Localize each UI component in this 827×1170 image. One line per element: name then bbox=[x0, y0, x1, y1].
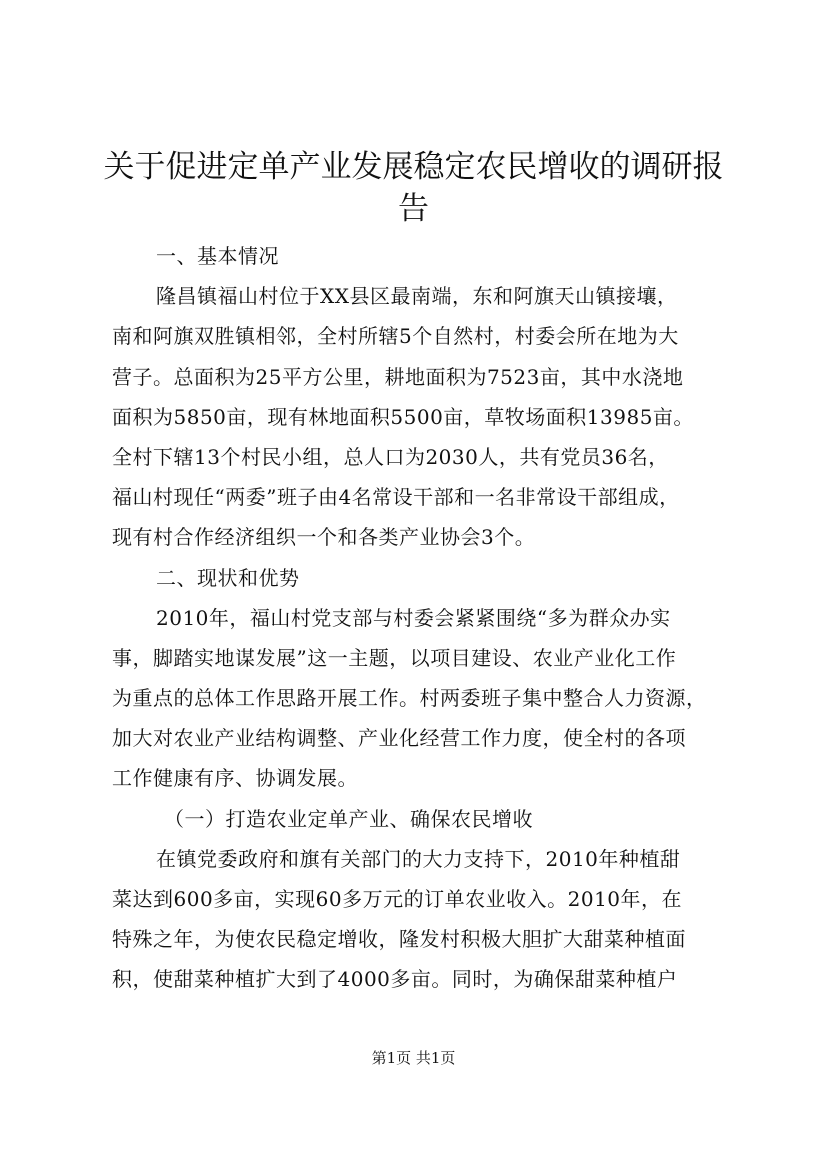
paragraph-line: 全村下辖13个村民小组，总人口为2030人，共有党员36名， bbox=[112, 444, 669, 469]
paragraph-line: 在镇党委政府和旗有关部门的大力支持下，2010年种植甜 bbox=[156, 846, 681, 871]
document-title: 关于促进定单产业发展稳定农民增收的调研报告 bbox=[103, 149, 724, 227]
paragraph-line: 积，使甜菜种植扩大到了4000多亩。同时，为确保甜菜种植户 bbox=[112, 967, 678, 992]
section-heading-status-advantages: 二、现状和优势 bbox=[156, 565, 300, 590]
paragraph-line: 工作健康有序、协调发展。 bbox=[112, 766, 358, 791]
paragraph-line: 特殊之年，为使农民稳定增收，隆发村积极大胆扩大甜菜种植面 bbox=[112, 927, 686, 952]
paragraph-line: 面积为5850亩，现有林地面积5500亩，草牧场面积13985亩。 bbox=[112, 404, 694, 429]
document-body bbox=[112, 236, 724, 1000]
paragraph-line: 2010年，福山村党支部与村委会紧紧围绕“多为群众办实 bbox=[156, 605, 671, 630]
paragraph-line: 福山村现任“两委”班子由4名常设干部和一名非常设干部组成， bbox=[112, 485, 680, 510]
paragraph-line: 菜达到600多亩，实现60多万元的订单农业收入。2010年，在 bbox=[112, 887, 683, 911]
paragraph-line: 隆昌镇福山村位于XX县区最南端，东和阿旗天山镇接壤， bbox=[156, 284, 678, 309]
paragraph-line: 现有村合作经济组织一个和各类产业协会3个。 bbox=[112, 525, 536, 550]
paragraph-line: 南和阿旗双胜镇相邻，全村所辖5个自然村，村委会所在地为大 bbox=[112, 324, 679, 349]
section-heading-basic-situation: 一、基本情况 bbox=[156, 244, 279, 268]
paragraph-line: 加大对农业产业结构调整、产业化经营工作力度，使全村的各项 bbox=[112, 726, 686, 751]
paragraph-line: 为重点的总体工作思路开展工作。村两委班子集中整合人力资源， bbox=[112, 686, 707, 711]
paragraph-line: 营子。总面积为25平方公里，耕地面积为7523亩，其中水浇地 bbox=[112, 364, 684, 389]
subsection-heading-order-industry: （一）打造农业定单产业、确保农民增收 bbox=[164, 806, 533, 831]
paragraph-line: 事，脚踏实地谋发展”这一主题，以项目建设、农业产业化工作 bbox=[112, 645, 677, 670]
page-footer: 第1页 共1页 bbox=[371, 1049, 456, 1067]
